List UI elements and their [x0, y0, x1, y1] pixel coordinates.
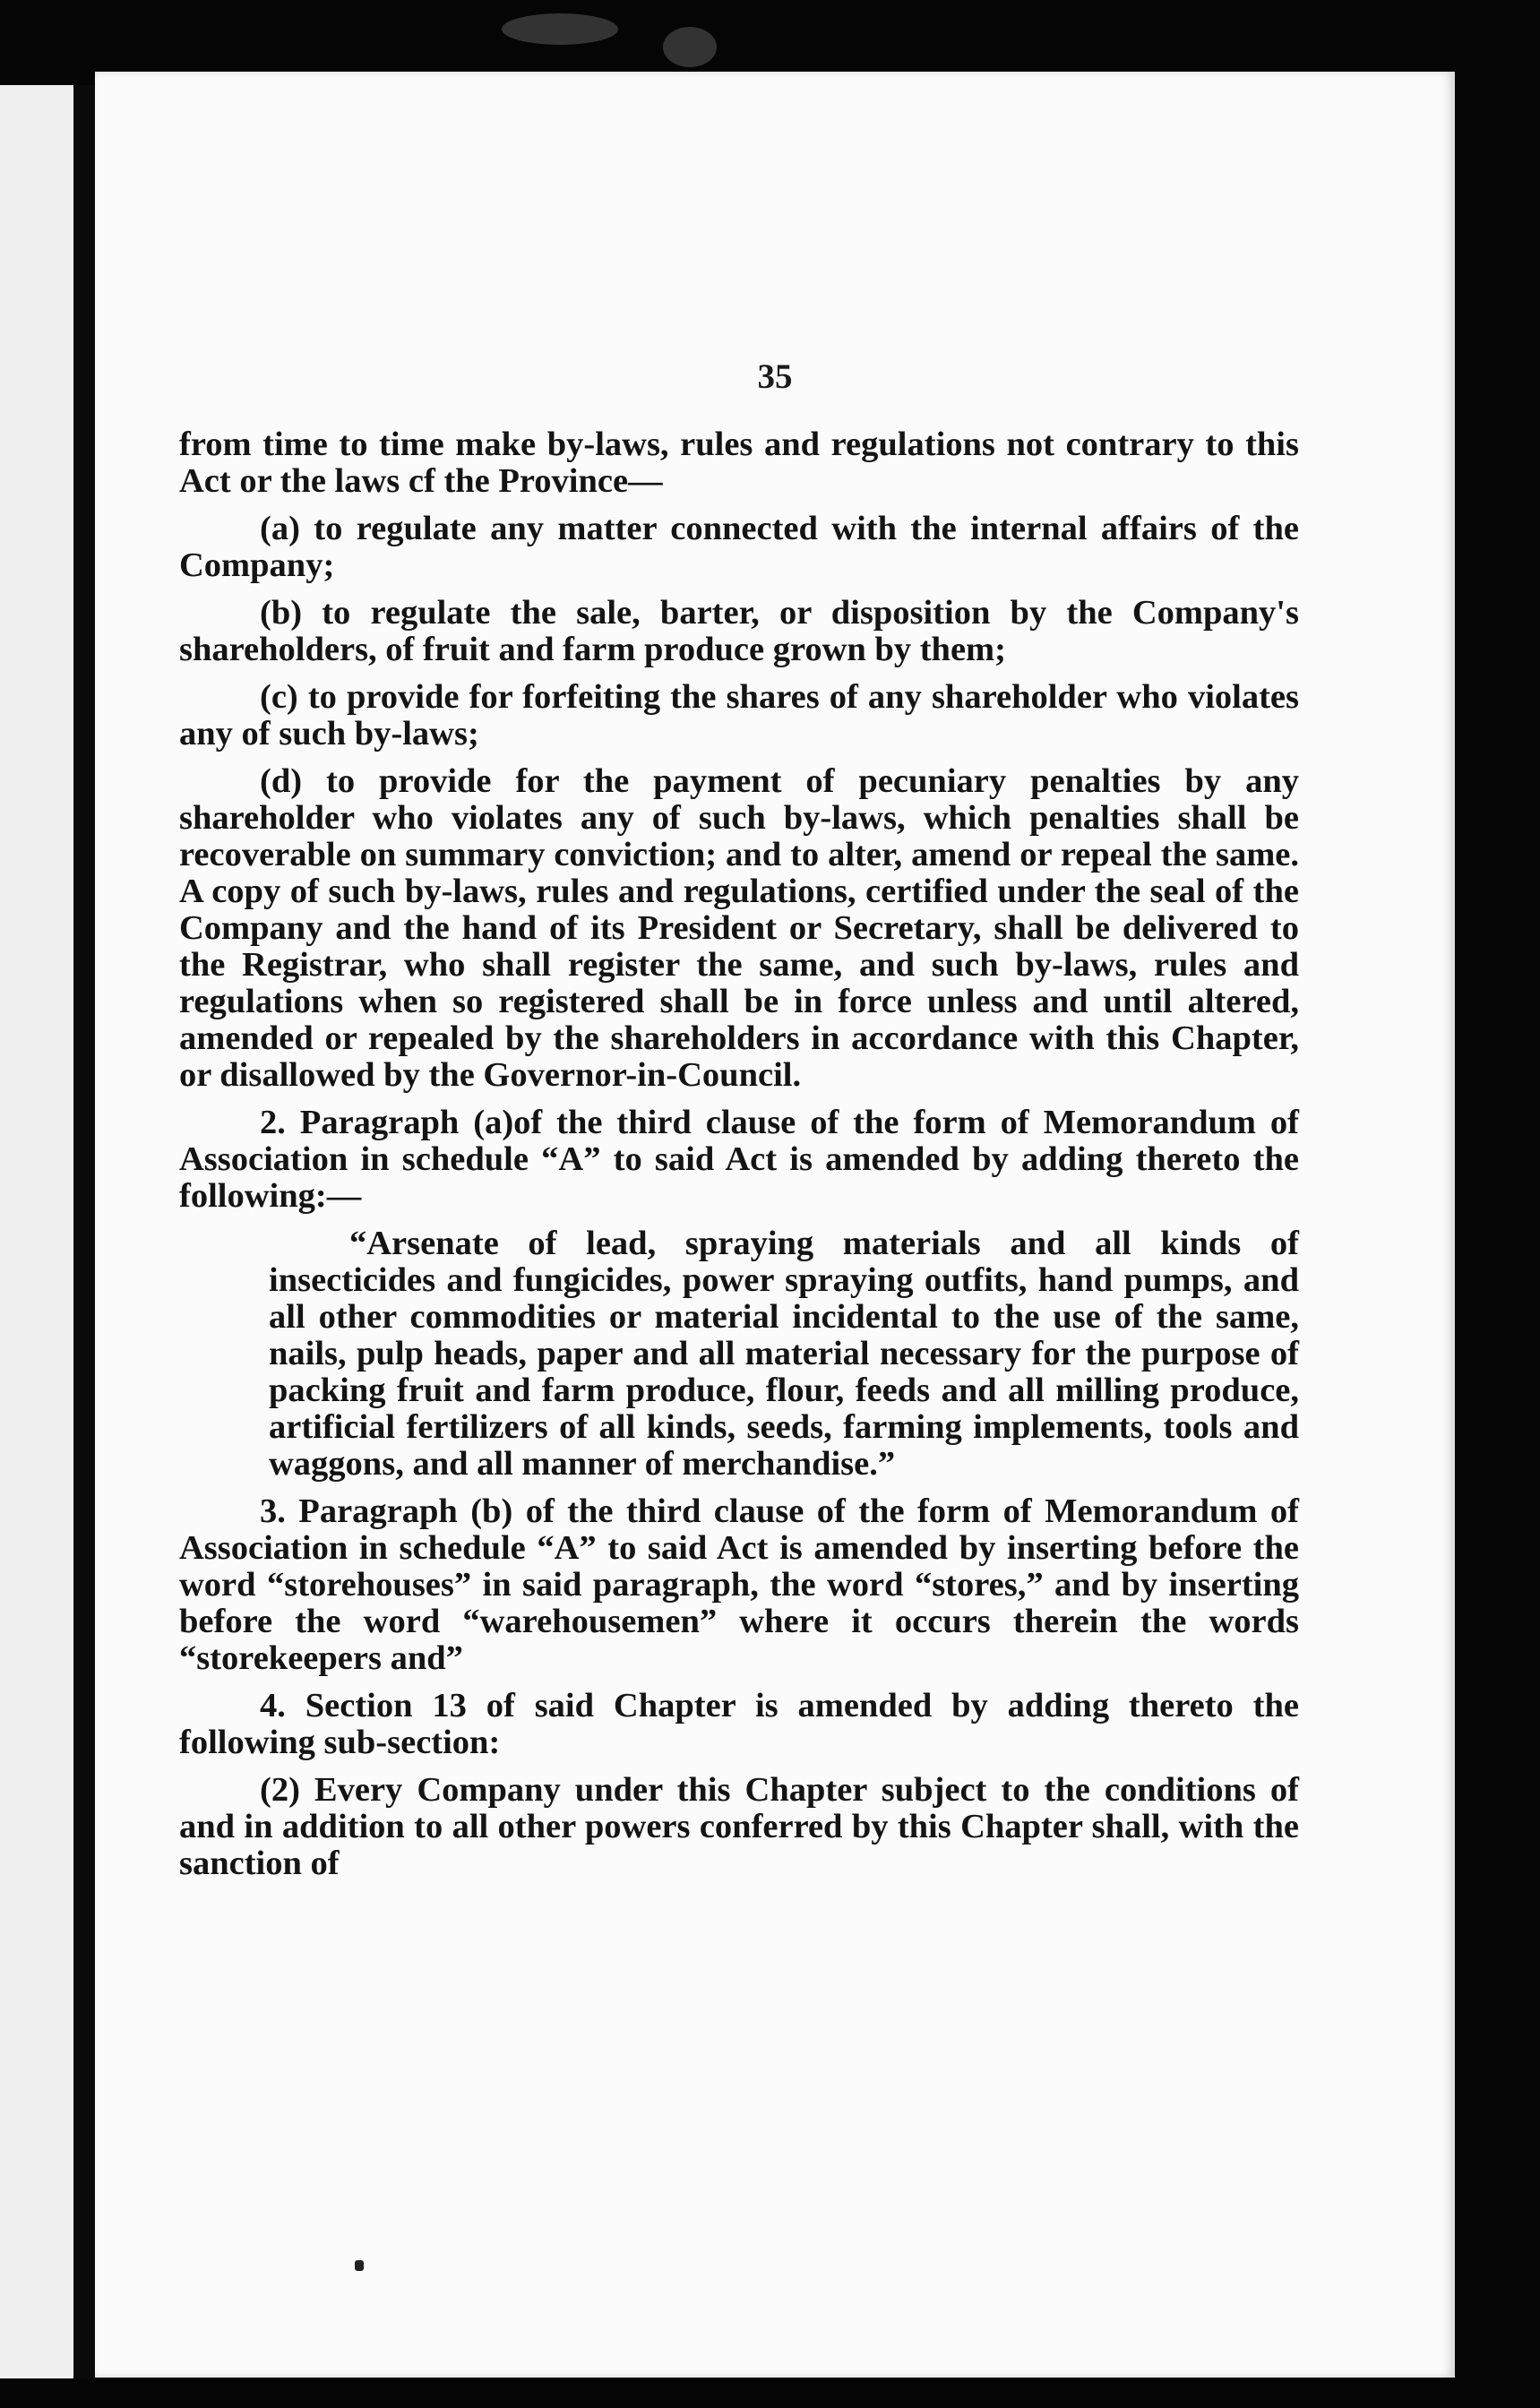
paragraph-quoted-amendment: “Arsenate of lead, spraying materials and all kinds of insecticides and fungicides, power spraying outfits, hand pumps, and all other commodities or material incidental to the use of the same, nails, pulp heads, paper and all material necessary for the purpose of packing fruit and farm produce, flour, feeds and all milling produce, artificial fertilizers of all kinds, seeds, farming implements, tools and waggons, and all manner of merchandise.”	[269, 1225, 1299, 1483]
paragraph-section-3: 3. Paragraph (b) of the third clause of the form of Memorandum of Association in schedule “A” to said Act is amended by inserting before the word “storehouses” in said paragraph, the word “stores,” and by inserting before the word “warehousemen” where it occurs therein the words “storekeepers and”	[179, 1492, 1299, 1677]
paragraph-clause-a: (a) to regulate any matter connected with the internal affairs of the Company;	[179, 510, 1299, 584]
paragraph-subsection-2: (2) Every Company under this Chapter subject to the conditions of and in addition to all other powers conferred by this Chapter shall, with the sanction of	[179, 1771, 1299, 1882]
paragraph-clause-b: (b) to regulate the sale, barter, or disposition by the Company's shareholders, of fruit and farm produce grown by them;	[179, 594, 1299, 668]
paragraph-section-2: 2. Paragraph (a)of the third clause of the form of Memorandum of Association in schedule “A” to said Act is amended by adding thereto the following:—	[179, 1104, 1299, 1215]
paragraph-clause-d: (d) to provide for the payment of pecuniary penalties by any shareholder who violates any of such by-laws, which penalties shall be recoverable on summary conviction; and to alter, amend or repeal the same. A copy of such by-laws, rules and regulations, certified under the seal of the Company and the hand of its President or Secretary, shall be delivered to the Registrar, who shall register the same, and such by-laws, rules and regulations when so registered shall be in force unless and until altered, amended or repealed by the shareholders in accordance with this Chapter, or disallowed by the Governor-in-Council.	[179, 762, 1299, 1094]
document-page	[95, 72, 1455, 2378]
scan-smudge	[663, 27, 717, 67]
page-number: 35	[757, 357, 793, 396]
paragraph-section-4: 4. Section 13 of said Chapter is amended by adding thereto the following sub-section:	[179, 1687, 1299, 1761]
scan-smudge	[502, 13, 618, 45]
facing-page-edge	[0, 85, 73, 2378]
book-spine-shadow	[73, 85, 95, 2378]
paragraph-intro: from time to time make by-laws, rules and regulations not contrary to this Act or the laws cf the Province—	[179, 426, 1299, 500]
paragraph-clause-c: (c) to provide for forfeiting the shares of any shareholder who violates any of such by-laws;	[179, 678, 1299, 752]
ink-speck	[355, 2260, 364, 2271]
body-text	[179, 426, 1299, 1893]
